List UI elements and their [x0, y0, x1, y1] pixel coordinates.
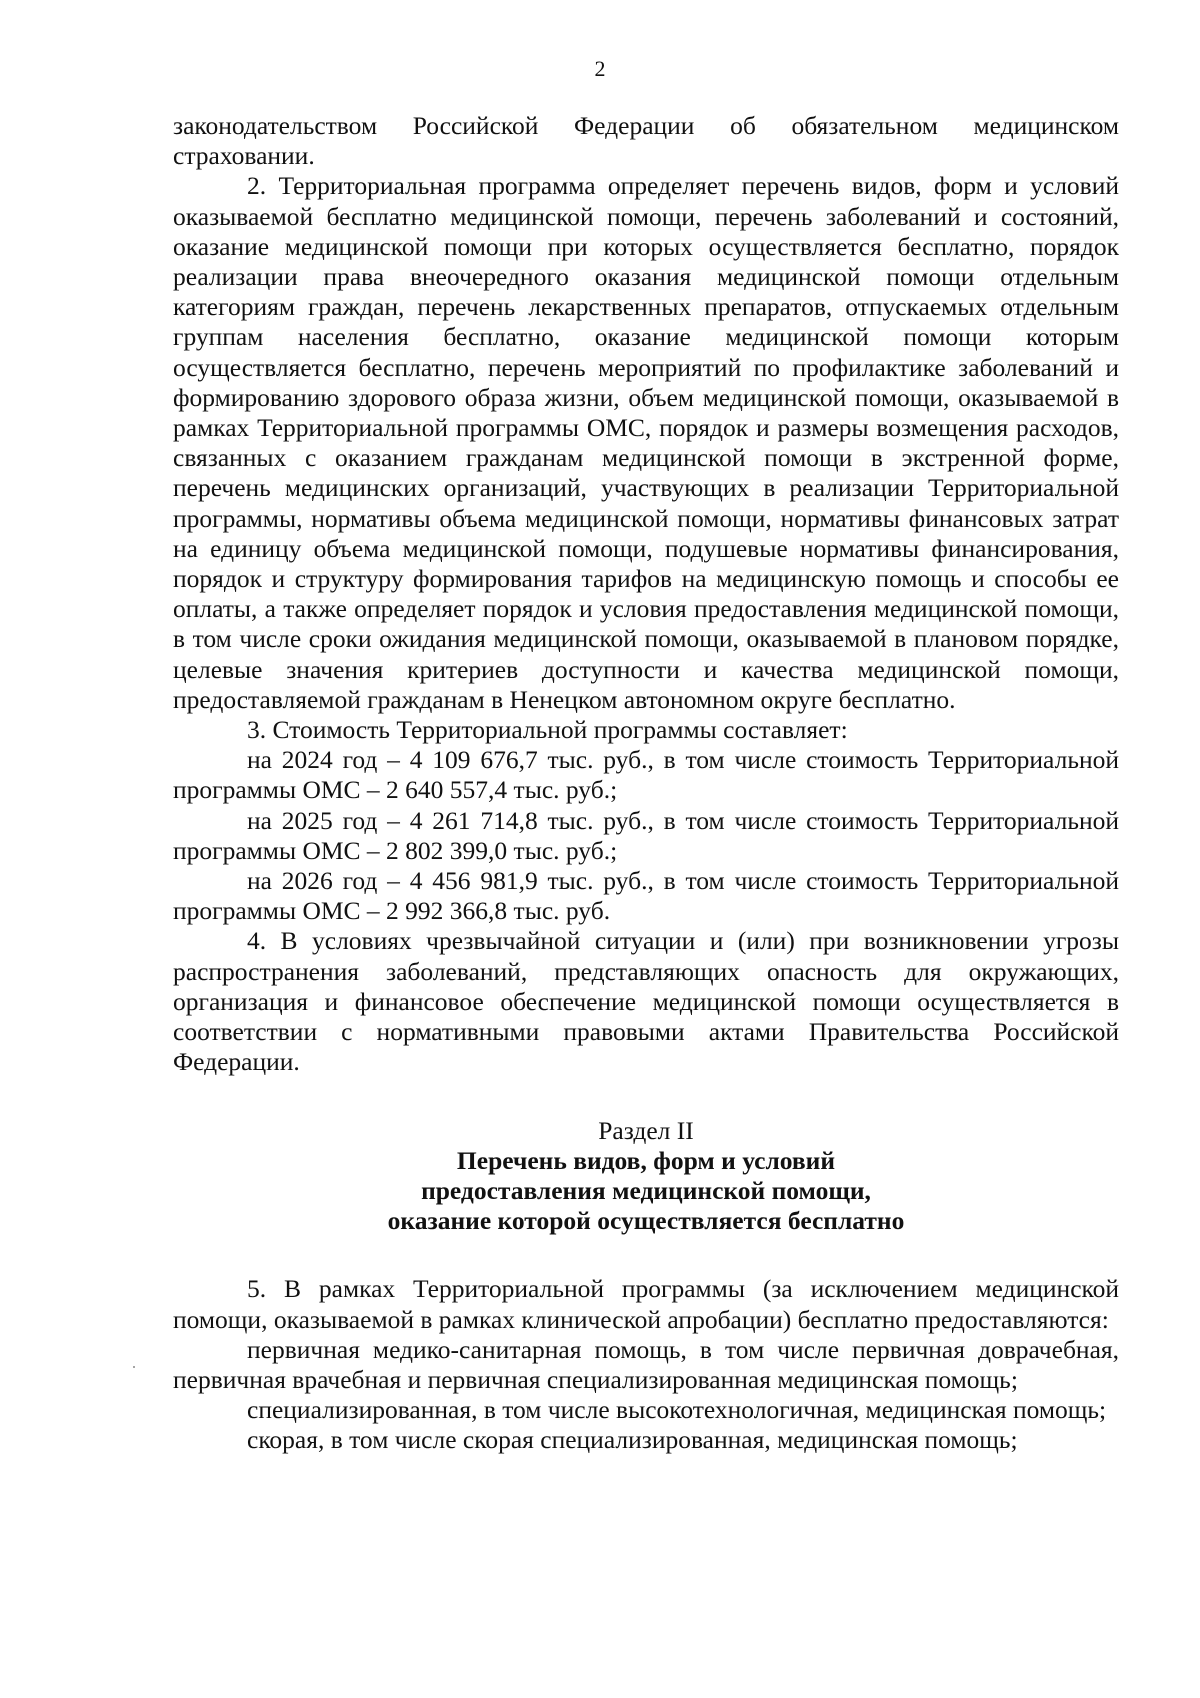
document-body [173, 111, 1119, 1456]
paragraph-emergency-care: скорая, в том числе скорая специализированная, медицинская помощь; [247, 1425, 1018, 1455]
section-title-line-3: оказание которой осуществляется бесплатно [387, 1206, 905, 1236]
paragraph-item-2: 2. Территориальная программа определяет перечень видов, форм и условий оказываемой бесплатно медицинской помощи, перечень заболеваний и состояний, оказание медицинской помощи при которых осуществляется бесплатно, порядок реализации права внеочередного оказания медицинской помощи отдельным категориям граждан, перечень лекарственных препаратов, отпускаемых отдельным группам населения бесплатно, оказание медицинской помощи которым осуществляется бесплатно, перечень мероприятий по профилактике заболеваний и формированию здорового образа жизни, объем медицинской помощи, оказываемой в рамках Территориальной программы ОМС, порядок и размеры возмещения расходов, связанных с оказанием гражданам медицинской помощи в экстренной форме, перечень медицинских организаций, участвующих в реализации Территориальной программы, нормативы объема медицинской помощи, нормативы финансовых затрат на единицу объема медицинской помощи, подушевые нормативы финансирования, порядок и структуру формирования тарифов на медицинскую помощь и способы ее оплаты, а также определяет порядок и условия предоставления медицинской помощи, в том числе сроки ожидания медицинской помощи, оказываемой в плановом порядке, целевые значения критериев доступности и качества медицинской помощи, предоставляемой гражданам в Ненецком автономном округе бесплатно. [173, 171, 1119, 714]
paragraph-cost-2026: на 2026 год – 4 456 981,9 тыс. руб., в том числе стоимость Территориальной программы ОМС – 2 992 366,8 тыс. руб. [173, 866, 1119, 926]
paragraph-primary-care: первичная медико-санитарная помощь, в том числе первичная доврачебная, первичная врачебная и первичная специализированная медицинская помощь; [173, 1334, 1119, 1394]
section-number: Раздел II [598, 1115, 694, 1145]
section-title-line-2: предоставления медицинской помощи, [421, 1175, 871, 1205]
paragraph-continuation: законодательством Российской Федерации об обязательном медицинском страховании. [173, 111, 1119, 171]
paragraph-specialized-care: специализированная, в том числе высокотехнологичная, медицинская помощь; [247, 1395, 1107, 1425]
section-title-line-1: Перечень видов, форм и условий [456, 1145, 836, 1175]
page-number: 2 [594, 56, 606, 81]
paragraph-cost-2024: на 2024 год – 4 109 676,7 тыс. руб., в том числе стоимость Территориальной программы ОМС – 2 640 557,4 тыс. руб.; [173, 745, 1119, 805]
paragraph-item-3: 3. Стоимость Территориальной программы составляет: [247, 715, 848, 745]
paragraph-cost-2025: на 2025 год – 4 261 714,8 тыс. руб., в том числе стоимость Территориальной программы ОМС – 2 802 399,0 тыс. руб.; [173, 805, 1119, 865]
scan-speck [133, 1366, 135, 1368]
paragraph-item-4: 4. В условиях чрезвычайной ситуации и (или) при возникновении угрозы распространения заболеваний, представляющих опасность для окружающих, организация и финансовое обеспечение медицинской помощи осуществляется в соответствии с нормативными правовыми актами Правительства Российской Федерации. [173, 926, 1119, 1077]
section-heading [173, 1116, 1119, 1237]
paragraph-item-5: 5. В рамках Территориальной программы (за исключением медицинской помощи, оказываемой в рамках клинической апробации) бесплатно предоставляются: [173, 1274, 1119, 1334]
